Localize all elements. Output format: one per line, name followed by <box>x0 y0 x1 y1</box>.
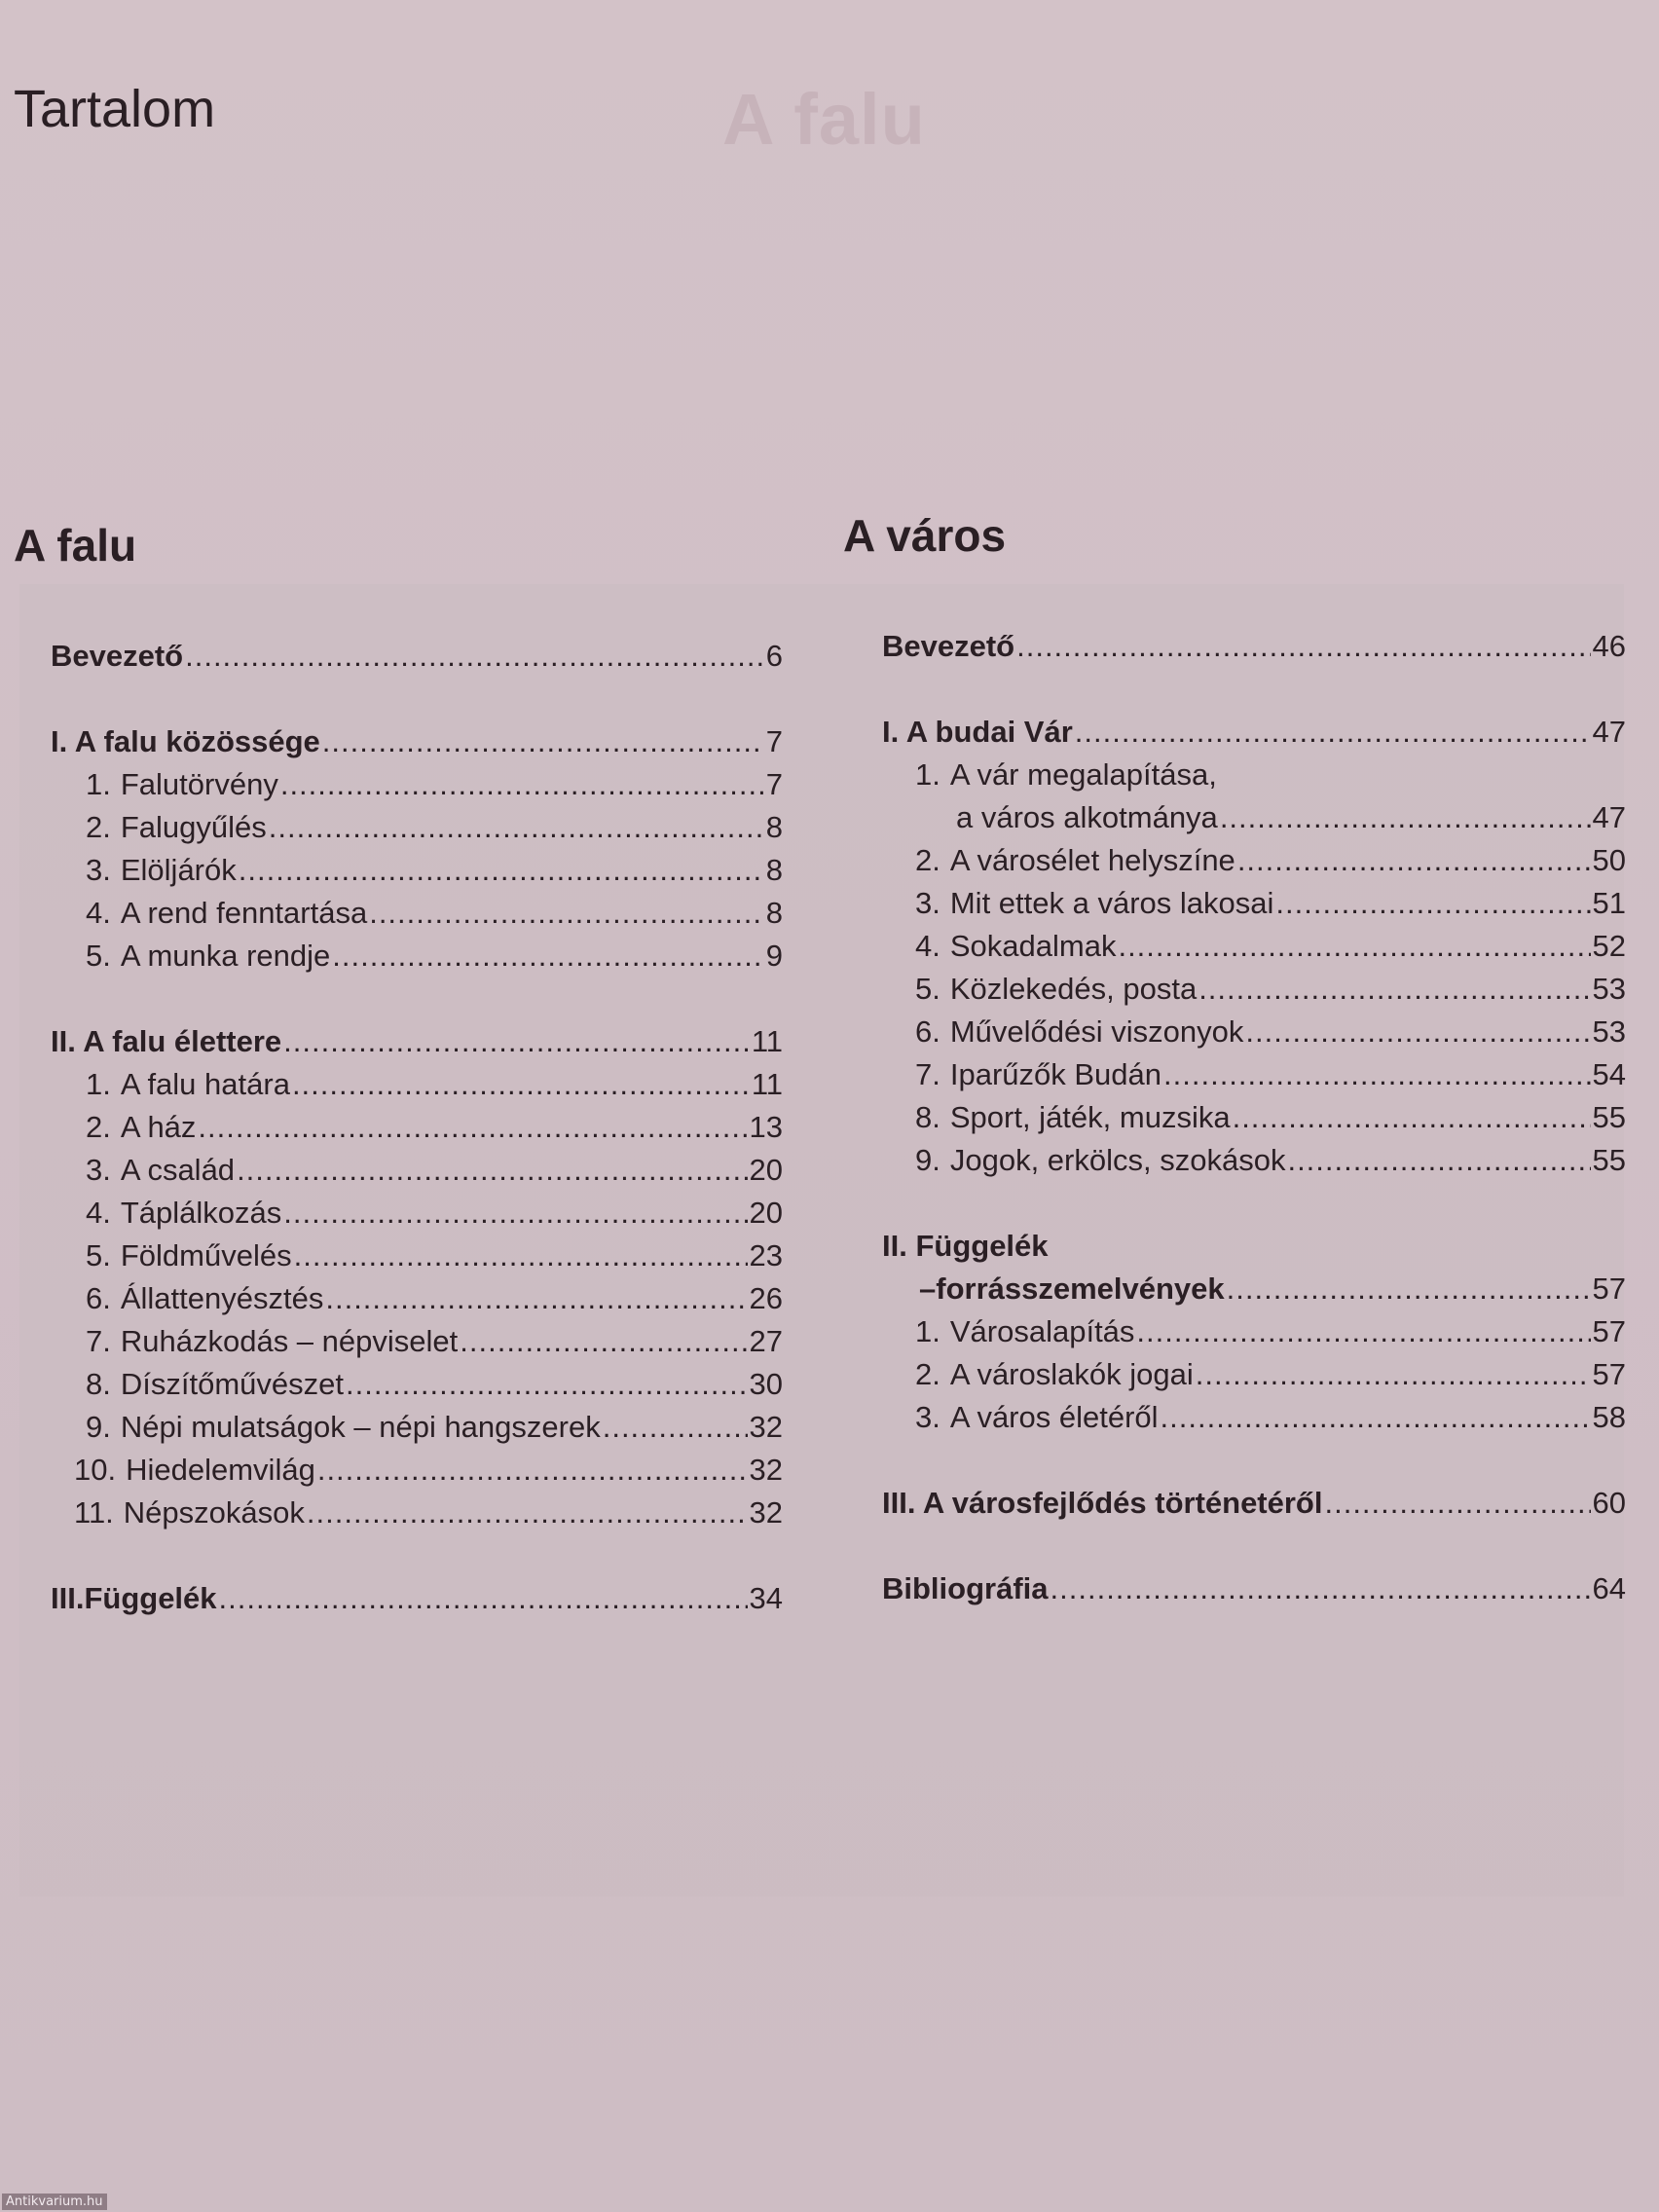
toc-entry-page: 53 <box>1592 1014 1626 1049</box>
toc-entry-number: 5. <box>915 972 940 1006</box>
toc-entry <box>14 849 783 892</box>
toc-entry-title: Falutörvény <box>120 767 278 801</box>
toc-entry-number: 4. <box>86 1196 111 1230</box>
ghost-title: A falu <box>722 79 926 160</box>
toc-entry-title: A városlakók jogai <box>949 1357 1194 1391</box>
toc-entry-number: 7. <box>915 1057 940 1091</box>
toc-entry-title: I. A falu közössége <box>51 724 320 758</box>
section-heading-village: A falu <box>14 520 137 571</box>
toc-dot-leader <box>1233 1096 1591 1139</box>
toc-dot-leader <box>283 1192 747 1235</box>
toc-entry-page: 9 <box>765 939 783 973</box>
toc-entry-page: 27 <box>749 1324 783 1358</box>
toc-entry-number: 1. <box>86 1067 111 1101</box>
toc-entry <box>14 935 783 977</box>
toc-entry-title: Városalapítás <box>949 1314 1135 1348</box>
toc-entry-number: 1. <box>915 757 940 792</box>
toc-entry <box>14 1149 783 1192</box>
toc-entry <box>843 1482 1626 1525</box>
toc-entry-title: Jogok, erkölcs, szokások <box>949 1143 1286 1177</box>
toc-dot-leader <box>1118 925 1590 968</box>
toc-dot-leader <box>317 1449 748 1492</box>
toc-entry-page: 57 <box>1592 1272 1626 1306</box>
toc-entry <box>843 1053 1626 1096</box>
toc-entry-title: Sokadalmak <box>949 929 1117 963</box>
toc-entry-title: Bibliográfia <box>882 1571 1049 1605</box>
toc-entry-number: 3. <box>915 886 940 920</box>
toc-entry <box>843 711 1626 754</box>
toc-dot-leader <box>322 720 764 763</box>
toc-dot-leader <box>1287 1139 1590 1182</box>
toc-entry <box>14 635 783 678</box>
toc-entry <box>843 1310 1626 1353</box>
toc-entry-number: 1. <box>86 767 111 801</box>
toc-entry-page: 47 <box>1592 800 1626 834</box>
toc-entry-number: 4. <box>915 929 940 963</box>
toc-entry-title: Bevezető <box>882 629 1015 663</box>
toc-dot-leader <box>269 806 764 849</box>
toc-entry-title: Művelődési viszonyok <box>949 1014 1244 1049</box>
toc-entry-title: Mit ettek a város lakosai <box>949 886 1274 920</box>
toc-dot-leader <box>603 1406 748 1449</box>
toc-entry <box>843 882 1626 925</box>
toc-entry-number: 9. <box>915 1143 940 1177</box>
toc-entry-page: 55 <box>1592 1100 1626 1134</box>
toc-entry-number: 2. <box>915 843 940 877</box>
toc-entry <box>843 1567 1626 1610</box>
toc-entry-title: A város életéről <box>949 1400 1159 1434</box>
toc-dot-leader <box>1136 1310 1590 1353</box>
toc-dot-leader <box>1075 711 1591 754</box>
toc-entry-page: 52 <box>1592 929 1626 963</box>
toc-entry-page: 57 <box>1592 1357 1626 1391</box>
toc-entry <box>843 754 1626 796</box>
toc-entry <box>14 1492 783 1534</box>
toc-entry <box>14 720 783 763</box>
toc-list-town <box>843 625 1626 1610</box>
toc-dot-leader <box>198 1106 747 1149</box>
toc-entry-title: Bevezető <box>51 639 184 673</box>
toc-entry-page: 34 <box>749 1581 783 1615</box>
toc-entry-number: 4. <box>86 896 111 930</box>
toc-entry-page: 20 <box>749 1196 783 1230</box>
toc-entry-number: 8. <box>915 1100 940 1134</box>
toc-entry-number: 3. <box>86 1153 111 1187</box>
toc-entry <box>14 1106 783 1149</box>
toc-entry-number: 5. <box>86 939 111 973</box>
toc-entry-title: A rend fenntartása <box>120 896 368 930</box>
toc-entry <box>843 1225 1626 1268</box>
toc-entry-number: 7. <box>86 1324 111 1358</box>
toc-dot-leader <box>325 1277 747 1320</box>
toc-dot-leader <box>307 1492 748 1534</box>
toc-dot-leader <box>219 1577 748 1620</box>
toc-column-village <box>14 516 783 1620</box>
toc-entry <box>14 1020 783 1063</box>
toc-entry-page: 8 <box>765 810 783 844</box>
toc-dot-leader <box>332 935 763 977</box>
toc-column-town <box>843 510 1626 1610</box>
toc-entry-page: 20 <box>749 1153 783 1187</box>
toc-dot-leader <box>239 849 764 892</box>
toc-entry-title: Népszokások <box>123 1495 305 1530</box>
toc-entry <box>14 1320 783 1363</box>
toc-entry-page: 50 <box>1592 843 1626 877</box>
toc-entry-number: 3. <box>915 1400 940 1434</box>
toc-entry <box>843 625 1626 668</box>
toc-entry <box>14 1363 783 1406</box>
toc-entry-page: 32 <box>749 1495 783 1530</box>
toc-entry-title: a város alkotmánya <box>956 800 1218 834</box>
toc-entry-title: A falu határa <box>120 1067 290 1101</box>
toc-entry <box>843 1396 1626 1439</box>
toc-entry <box>843 925 1626 968</box>
toc-dot-leader <box>1275 882 1590 925</box>
toc-entry-title: Ruházkodás – népviselet <box>120 1324 459 1358</box>
toc-entry-number: 5. <box>86 1238 111 1272</box>
toc-entry <box>14 1192 783 1235</box>
toc-entry-page: 11 <box>751 1024 783 1058</box>
toc-entry-title: Iparűzők Budán <box>949 1057 1162 1091</box>
section-heading-town: A város <box>843 510 1007 561</box>
toc-entry <box>14 892 783 935</box>
toc-entry-page: 60 <box>1592 1486 1626 1520</box>
toc-entry-page: 13 <box>749 1110 783 1144</box>
toc-entry-page: 55 <box>1592 1143 1626 1177</box>
toc-dot-leader <box>1198 968 1590 1011</box>
toc-entry <box>14 1235 783 1277</box>
toc-dot-leader <box>460 1320 747 1363</box>
toc-entry <box>843 839 1626 882</box>
toc-entry-page: 32 <box>749 1453 783 1487</box>
toc-dot-leader <box>1161 1396 1591 1439</box>
watermark: Antikvarium.hu <box>2 2194 107 2210</box>
toc-entry-number: 2. <box>915 1357 940 1391</box>
toc-entry <box>14 1277 783 1320</box>
toc-entry-title: III.Függelék <box>51 1581 217 1615</box>
toc-entry-title: Közlekedés, posta <box>949 972 1198 1006</box>
toc-entry-number: 2. <box>86 1110 111 1144</box>
toc-dot-leader <box>237 1149 747 1192</box>
toc-entry-page: 57 <box>1592 1314 1626 1348</box>
toc-entry-number: 6. <box>915 1014 940 1049</box>
toc-dot-leader <box>292 1063 750 1106</box>
toc-dot-leader <box>1237 839 1591 882</box>
toc-entry-title: A munka rendje <box>120 939 331 973</box>
toc-entry <box>14 806 783 849</box>
toc-entry-number: 3. <box>86 853 111 887</box>
toc-entry-title: A vár megalapítása, <box>949 757 1217 792</box>
toc-entry-page: 53 <box>1592 972 1626 1006</box>
toc-entry-title: A ház <box>120 1110 197 1144</box>
toc-entry-page: 11 <box>751 1067 783 1101</box>
toc-entry <box>14 763 783 806</box>
toc-entry-title: A család <box>120 1153 236 1187</box>
toc-list-village <box>14 635 783 1620</box>
toc-entry-title: III. A városfejlődés történetéről <box>882 1486 1323 1520</box>
toc-entry <box>843 968 1626 1011</box>
toc-entry-page: 54 <box>1592 1057 1626 1091</box>
toc-entry-title: Állattenyésztés <box>120 1281 324 1315</box>
toc-dot-leader <box>294 1235 748 1277</box>
toc-entry-page: 32 <box>749 1410 783 1444</box>
toc-entry-title: –forrásszemelvények <box>919 1272 1225 1306</box>
toc-dot-leader <box>185 635 764 678</box>
toc-entry-number: 9. <box>86 1410 111 1444</box>
toc-entry-number: 1. <box>915 1314 940 1348</box>
toc-entry-number: 11. <box>74 1495 114 1530</box>
toc-entry-page: 23 <box>749 1238 783 1272</box>
toc-dot-leader <box>369 892 764 935</box>
toc-dot-leader <box>283 1020 750 1063</box>
toc-entry-title: Táplálkozás <box>120 1196 282 1230</box>
toc-entry-page: 47 <box>1592 715 1626 749</box>
toc-entry-page: 8 <box>765 853 783 887</box>
toc-entry-page: 7 <box>765 724 783 758</box>
toc-dot-leader <box>1245 1011 1590 1053</box>
toc-entry-title: Díszítőművészet <box>120 1367 344 1401</box>
toc-dot-leader <box>1196 1353 1591 1396</box>
toc-entry-title: II. A falu élettere <box>51 1024 282 1058</box>
toc-entry-page: 46 <box>1592 629 1626 663</box>
toc-dot-leader <box>1227 1268 1591 1310</box>
toc-entry-title: A városélet helyszíne <box>949 843 1235 877</box>
toc-entry-title: Hiedelemvilág <box>126 1453 315 1487</box>
toc-entry-title: I. A budai Vár <box>882 715 1073 749</box>
toc-dot-leader <box>346 1363 748 1406</box>
toc-dot-leader <box>280 763 764 806</box>
toc-entry-number: 6. <box>86 1281 111 1315</box>
page-title: Tartalom <box>14 80 216 138</box>
toc-entry-page: 51 <box>1592 886 1626 920</box>
toc-dot-leader <box>1163 1053 1591 1096</box>
toc-entry <box>843 1096 1626 1139</box>
toc-entry <box>14 1406 783 1449</box>
toc-entry <box>14 1577 783 1620</box>
toc-entry-page: 58 <box>1592 1400 1626 1434</box>
toc-entry-page: 26 <box>749 1281 783 1315</box>
toc-entry-title: Népi mulatságok – népi hangszerek <box>120 1410 601 1444</box>
toc-entry-page: 30 <box>749 1367 783 1401</box>
toc-entry-number: 2. <box>86 810 111 844</box>
toc-entry-page: 64 <box>1592 1571 1626 1605</box>
toc-entry-page: 7 <box>765 767 783 801</box>
toc-entry-page: 6 <box>765 639 783 673</box>
toc-entry <box>843 1139 1626 1182</box>
toc-entry-title: II. Függelék <box>882 1229 1049 1263</box>
toc-dot-leader <box>1051 1567 1591 1610</box>
toc-entry <box>14 1449 783 1492</box>
toc-entry-number: 8. <box>86 1367 111 1401</box>
toc-entry-title: Elöljárók <box>120 853 237 887</box>
toc-entry-title: Földművelés <box>120 1238 292 1272</box>
toc-entry-number: 10. <box>74 1453 117 1487</box>
toc-dot-leader <box>1220 796 1591 839</box>
toc-entry <box>843 1268 1626 1310</box>
toc-entry <box>14 1063 783 1106</box>
toc-entry-page: 8 <box>765 896 783 930</box>
toc-entry-title: Sport, játék, muzsika <box>949 1100 1231 1134</box>
toc-entry <box>843 1011 1626 1053</box>
toc-entry <box>843 796 1626 839</box>
toc-entry-title: Falugyűlés <box>120 810 267 844</box>
toc-entry <box>843 1353 1626 1396</box>
toc-dot-leader <box>1324 1482 1590 1525</box>
toc-dot-leader <box>1016 625 1590 668</box>
